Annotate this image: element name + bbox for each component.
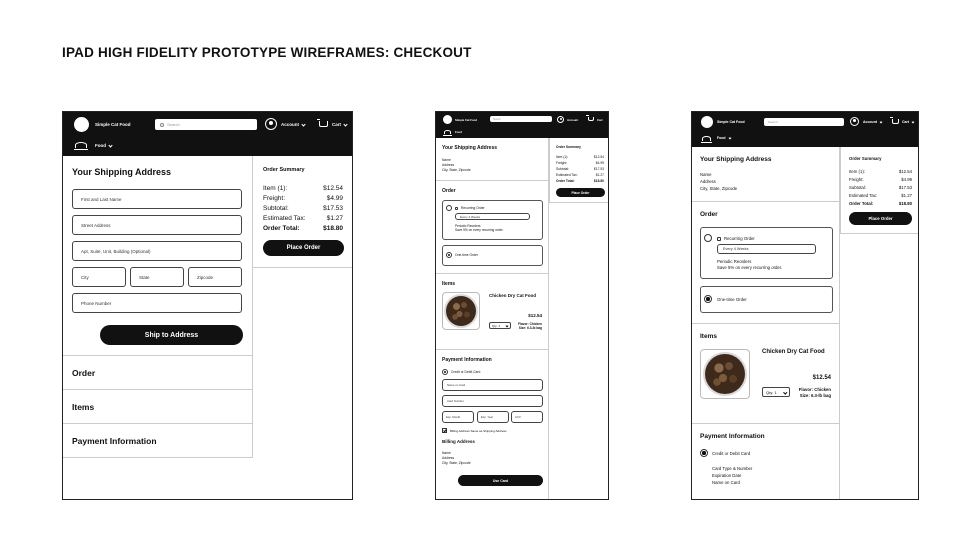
product-price: $12.54 xyxy=(812,375,831,381)
summary-total-row: Order Total: $18.80 xyxy=(849,201,912,206)
product-flavor: Flavor: Chicken xyxy=(518,322,542,326)
summary-title: Order Summary xyxy=(556,145,581,149)
recurring-label: Recurring Order xyxy=(717,236,755,241)
chevron-down-icon xyxy=(912,121,915,124)
shipping-section xyxy=(63,156,253,356)
chevron-down-icon xyxy=(343,123,347,127)
food-category-icon xyxy=(444,130,451,134)
account-menu[interactable]: Account xyxy=(567,118,579,122)
nav-food[interactable]: Food xyxy=(95,143,112,148)
payment-title: Payment Information xyxy=(700,433,765,440)
recurring-icon xyxy=(455,207,458,210)
exp-month-field[interactable]: Exp. Month xyxy=(442,411,474,423)
card-method-label: Credit or Debit Card xyxy=(451,370,481,374)
screen-shipping-form xyxy=(62,111,353,500)
cat-food-image xyxy=(705,354,745,394)
summary-items-row: Item (1): $12.54 xyxy=(849,169,912,174)
recurring-label: Recurring Order xyxy=(455,206,485,210)
account-icon[interactable] xyxy=(557,116,564,123)
cat-logo-icon[interactable] xyxy=(443,115,452,124)
summary-title: Order Summary xyxy=(263,167,305,173)
one-time-radio[interactable] xyxy=(704,295,712,303)
order-summary-panel xyxy=(840,147,919,234)
product-name: Chicken Dry Cat Food xyxy=(762,349,825,355)
checkout-main-column xyxy=(436,138,549,500)
search-input[interactable]: Search xyxy=(764,118,844,126)
name-on-card-field[interactable]: Name on Card xyxy=(442,379,543,391)
brand-name: Simple Cat Food xyxy=(455,118,478,122)
summary-subtotal-row: Subtotal: $17.53 xyxy=(263,205,343,212)
periodic-desc: Save 5% on every recurring order. xyxy=(455,228,504,232)
product-name: Chicken Dry Cat Food xyxy=(489,293,537,298)
summary-items-row: Item (1): $12.54 xyxy=(263,185,343,192)
account-menu[interactable]: Account xyxy=(281,122,305,127)
shipping-section xyxy=(436,138,548,181)
card-number-field[interactable]: Card Number xyxy=(442,395,543,407)
cat-logo-icon[interactable] xyxy=(74,117,89,132)
order-summary-panel xyxy=(252,156,353,268)
place-order-button[interactable]: Place Order xyxy=(556,188,605,197)
summary-total-row: Order Total: $18.80 xyxy=(556,179,604,183)
frequency-select[interactable]: Every 4 Weeks xyxy=(717,244,816,254)
product-price: $12.54 xyxy=(528,313,542,318)
cart-icon[interactable] xyxy=(588,117,594,121)
order-summary-panel xyxy=(549,138,609,203)
card-type-number: Card Type & Number xyxy=(712,466,753,471)
frequency-select[interactable]: Every 4 Weeks xyxy=(455,213,530,220)
cat-food-image xyxy=(446,296,476,326)
page-title: IPAD HIGH FIDELITY PROTOTYPE WIREFRAMES: CHECKOUT xyxy=(62,45,472,60)
ship-to-address-button[interactable]: Ship to Address xyxy=(100,325,243,345)
cart-menu[interactable]: Cart xyxy=(332,122,347,127)
shipping-name: Name xyxy=(700,172,712,177)
city-field[interactable]: City xyxy=(72,267,126,287)
chevron-down-icon xyxy=(728,137,731,140)
order-section xyxy=(692,202,839,324)
cat-logo-icon[interactable] xyxy=(701,116,713,128)
app-header xyxy=(436,112,608,138)
nav-food[interactable]: Food xyxy=(717,136,731,140)
quantity-select[interactable]: Qty: 1 xyxy=(489,322,511,329)
search-icon xyxy=(160,123,164,127)
card-radio[interactable] xyxy=(442,369,448,375)
summary-title: Order Summary xyxy=(849,156,882,161)
phone-field[interactable]: Phone Number xyxy=(72,293,242,313)
billing-address: Address xyxy=(442,456,455,460)
shipping-title: Your Shipping Address xyxy=(72,167,172,177)
product-flavor: Flavor: Chicken xyxy=(798,387,831,392)
payment-section xyxy=(692,424,840,500)
order-section[interactable] xyxy=(63,356,253,390)
product-image xyxy=(700,349,750,399)
summary-subtotal-row: Subtotal: $17.53 xyxy=(849,185,912,190)
billing-city: City, State, Zipcode xyxy=(442,461,471,465)
order-title: Order xyxy=(442,188,456,194)
periodic-title: Periodic Reorders xyxy=(455,224,481,228)
shipping-city: City, State, Zipcode xyxy=(442,168,471,172)
screen-full-checkout xyxy=(435,111,609,500)
periodic-desc: Save 5% on every recurring order. xyxy=(717,265,783,270)
billing-same-label: Billing Address Same as Shipping Address xyxy=(450,429,507,433)
items-section[interactable] xyxy=(63,390,253,424)
items-title: Items xyxy=(72,402,95,412)
payment-title: Payment Information xyxy=(72,436,157,446)
account-icon[interactable] xyxy=(850,117,859,126)
exp-year-field[interactable]: Exp. Year xyxy=(477,411,509,423)
one-time-label: One-time Order xyxy=(455,253,478,257)
food-category-icon xyxy=(702,136,711,141)
recurring-icon xyxy=(717,237,721,241)
payment-title: Payment Information xyxy=(442,357,492,363)
summary-freight-row: Freight: $4.99 xyxy=(263,195,343,202)
food-category-icon xyxy=(75,142,87,148)
shipping-address: Address xyxy=(700,179,716,184)
state-field[interactable]: State xyxy=(130,267,184,287)
billing-name: Name xyxy=(442,451,451,455)
cart-menu[interactable]: Cart xyxy=(597,118,603,122)
brand-name: Simple Cat Food xyxy=(717,120,745,124)
billing-title: Billing Address xyxy=(442,439,475,444)
items-title: Items xyxy=(442,281,456,287)
place-order-button[interactable]: Place Order xyxy=(849,212,912,225)
order-section xyxy=(436,181,548,274)
zip-field[interactable]: Zipcode xyxy=(188,267,242,287)
summary-items-row: Item (1): $12.54 xyxy=(556,155,604,159)
nav-food[interactable]: Food xyxy=(455,130,462,134)
account-menu[interactable]: Account xyxy=(863,120,882,124)
cart-icon[interactable] xyxy=(892,119,899,124)
checkout-main-column xyxy=(63,156,253,500)
card-method-label: Credit or Debit Card xyxy=(712,451,751,456)
items-title: Items xyxy=(700,333,717,340)
periodic-title: Periodic Reorders xyxy=(717,259,752,264)
card-name: Name on Card xyxy=(712,480,740,485)
chevron-down-icon xyxy=(880,121,883,124)
name-field[interactable]: First and Last Name xyxy=(72,189,242,209)
apt-field[interactable]: Apt, Suite, Unit, Building (Optional) xyxy=(72,241,242,261)
search-input[interactable]: Search xyxy=(490,116,552,122)
chevron-down-icon xyxy=(301,123,305,127)
product-size: Size: 6.3-lb bag xyxy=(518,326,542,330)
product-size: Size: 6.3-lb bag xyxy=(799,393,831,398)
brand-name: Simple Cat Food xyxy=(95,122,131,127)
order-title: Order xyxy=(700,211,718,218)
checkout-main-column xyxy=(692,147,840,500)
cart-icon[interactable] xyxy=(319,121,328,127)
summary-total-row: Order Total: $18.80 xyxy=(263,225,343,232)
summary-tax-row: Estimated Tax: $1.27 xyxy=(849,193,912,198)
shipping-title: Your Shipping Address xyxy=(700,156,772,163)
shipping-address: Address xyxy=(442,163,455,167)
cart-menu[interactable]: Cart xyxy=(902,120,914,124)
shipping-title: Your Shipping Address xyxy=(442,145,498,151)
payment-section xyxy=(436,350,549,500)
summary-freight-row: Freight: $4.99 xyxy=(849,177,912,182)
quantity-select[interactable]: Qty: 1 xyxy=(762,387,790,397)
chevron-down-icon xyxy=(108,144,112,148)
recurring-radio[interactable] xyxy=(446,205,452,211)
summary-tax-row: Estimated Tax: $1.27 xyxy=(556,173,604,177)
recurring-radio[interactable] xyxy=(704,234,712,242)
items-section xyxy=(436,274,548,350)
search-input[interactable]: Search xyxy=(155,119,257,130)
order-title: Order xyxy=(72,368,96,378)
one-time-radio[interactable] xyxy=(446,252,452,258)
summary-tax-row: Estimated Tax: $1.27 xyxy=(263,215,343,222)
use-card-button[interactable]: Use Card xyxy=(458,475,543,486)
card-radio[interactable] xyxy=(700,449,708,457)
summary-subtotal-row: Subtotal: $17.53 xyxy=(556,167,604,171)
shipping-section xyxy=(692,147,839,202)
summary-freight-row: Freight: $4.99 xyxy=(556,161,604,165)
cvv-field[interactable]: CVV xyxy=(511,411,543,423)
app-header xyxy=(63,112,352,156)
account-icon[interactable] xyxy=(265,118,277,130)
app-header xyxy=(692,112,918,147)
items-section xyxy=(692,324,839,424)
screen-review-checkout xyxy=(691,111,919,500)
product-image xyxy=(442,292,480,330)
shipping-city: City, State, Zipcode xyxy=(700,186,738,191)
one-time-label: One-time Order xyxy=(717,297,747,302)
payment-section[interactable] xyxy=(63,424,253,458)
billing-same-checkbox[interactable] xyxy=(442,428,447,433)
place-order-button[interactable]: Place Order xyxy=(263,240,344,256)
street-field[interactable]: Street Address xyxy=(72,215,242,235)
expiration-date: Expiration Date xyxy=(712,473,742,478)
shipping-name: Name xyxy=(442,158,451,162)
